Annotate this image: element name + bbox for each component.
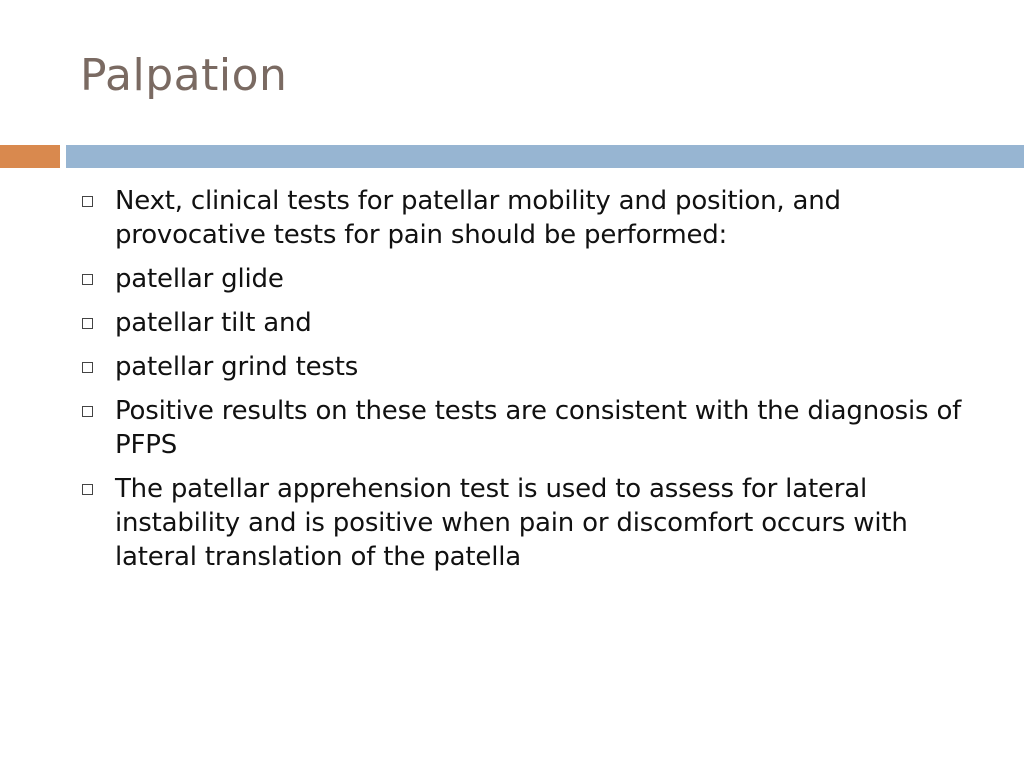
bullet-item bbox=[82, 350, 982, 384]
bullet-item bbox=[82, 262, 982, 296]
bullet-text: patellar tilt and bbox=[115, 308, 312, 338]
hollow-square-icon bbox=[82, 318, 93, 329]
bullet-list bbox=[82, 184, 982, 584]
accent-bar-blue bbox=[66, 145, 1024, 168]
hollow-square-icon bbox=[82, 274, 93, 285]
slide-title: Palpation bbox=[80, 50, 288, 101]
hollow-square-icon bbox=[82, 196, 93, 207]
bullet-item bbox=[82, 184, 982, 252]
bullet-text: patellar glide bbox=[115, 264, 284, 294]
hollow-square-icon bbox=[82, 362, 93, 373]
bullet-item bbox=[82, 306, 982, 340]
bullet-text: Positive results on these tests are consistent with the diagnosis of PFPS bbox=[115, 396, 962, 460]
bullet-item bbox=[82, 394, 982, 462]
bullet-text: patellar grind tests bbox=[115, 352, 359, 382]
hollow-square-icon bbox=[82, 406, 93, 417]
accent-bar-orange bbox=[0, 145, 60, 168]
hollow-square-icon bbox=[82, 484, 93, 495]
bullet-item bbox=[82, 472, 982, 574]
bullet-text: The patellar apprehension test is used to assess for lateral instability and is positive when pain or discomfort occurs with lateral translation of the patella bbox=[115, 474, 908, 572]
bullet-text: Next, clinical tests for patellar mobility and position, and provocative tests for pain should be performed: bbox=[115, 186, 841, 250]
